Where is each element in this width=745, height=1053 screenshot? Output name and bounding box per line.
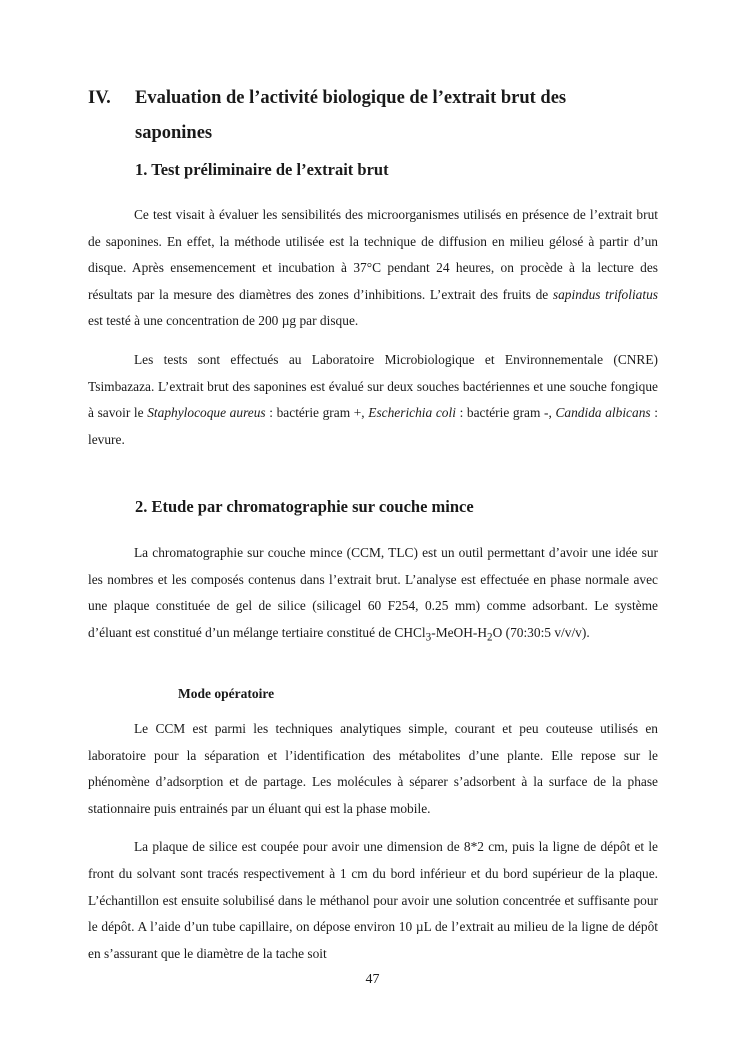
paragraph-test-description: Ce test visait à évaluer les sensibilités des microorganismes utilisés en présence de l’extrait brut de saponines. En effet, la méthode utilisée est la technique de diffusion en milieu gélosé à partir d’un disque. Après ensemencement et incubation à 37°C pendant 24 heures, on procède à la lecture des résultats par la mesure des diamètres des zones d’inhibitions. L’extrait des fruits de sapindus trifoliatus est testé à une concentration de 200 µg par disque. xyxy=(88,207,658,329)
paragraph-ccm-principle: Le CCM est parmi les techniques analytiques simple, courant et peu couteuse utilisés en laboratoire pour la séparation et l’identification des métabolites d’une plante. Elle repose sur le phénomène d’adsorption et de partage. Les molécules à séparer s’adsorbent à la surface de la phase stationnaire puis entrainés par un éluant qui est la phase mobile. xyxy=(88,721,658,816)
paragraph-ccm-intro: La chromatographie sur couche mince (CCM, TLC) est un outil permettant d’avoir une idée sur les nombres et les composés contenus dans l’extrait brut. L’analyse est effectuée en phase normale avec une plaque constituée de gel de silice (silicagel 60 F254, 0.25 mm) comme adsorbant. Le système d’éluant est constitué d’un mélange tertiaire constitué de $CHCl_3-MeOH-H_2O$ (70:30:5 v/v/v). xyxy=(88,545,658,644)
subsection-2-body xyxy=(88,540,658,651)
section-title-line1: Evaluation de l’activité biologique de l’extrait brut des xyxy=(135,88,567,108)
document-page: IV. Evaluation de l’activité biologique de l’extrait brut des saponines 1. Test préliminaire de l’extrait brut Ce test visait à évaluer les sensibilités des microorganismes utilisés en présence de l’extrait brut de saponines. En effet, la méthode utilisée est la technique de diffusion en milieu gélosé à partir d’un disque. Après ensemencement et incubation à 37°C pendant 24 heures, on procède à la lecture des résultats par la mesure des diamètres des zones d’inhibitions. L’extrait des fruits de sapindus trifoliatus est testé à une concentration de 200 µg par disque. Les tests sont effectués au Laboratoire Microbiologique et Environnementale (CNRE) Tsimbazaza. L’extrait brut des saponines est évalué sur deux souches bactériennes et une souche fongique à savoir le Staphylocoque aureus : bactérie gram +, Escherichia coli : bactérie gram -, Candida albicans : levure. 2. Etude par chromatographie sur couche mince La chromatographie sur couche mince (CCM, TLC) est un outil permettant d’avoir une idée sur les nombres et les composés contenus dans l’extrait brut. L’analyse est effectuée en phase normale avec une plaque constituée de gel de silice (silicagel 60 F254, 0.25 mm) comme adsorbant. Le système d’éluant est constitué d’un mélange tertiaire constitué de $CHCl_3-MeOH-H_2O$ (70:30:5 v/v/v). Mode opératoire Le CCM est parmi les techniques analytiques simple, courant et peu couteuse utilisés en laboratoire pour la séparation et l’identification des métabolites d’une plante. Elle repose sur le phénomène d’adsorption et de partage. Les molécules à séparer s’adsorbent à la surface de la phase stationnaire puis entrainés par un éluant qui est la phase mobile. La plaque de silice est coupée pour avoir une dimension de 8*2 cm, puis la ligne de dépôt et le front du solvant sont tracés respectivement à 1 cm du bord inférieur et du bord supérieur de la plaque. L’échantillon est ensuite solubilisé dans le méthanol pour avoir une solution concentrée et suffisante pour le dépôt. A l’aide d’un tube capillaire, on dépose environ 10 µL de l’extrait au milieu de la ligne de dépôt en s’assurant que le diamètre de la tache soit 47 xyxy=(0,0,745,1053)
paragraph-ccm-procedure: La plaque de silice est coupée pour avoir une dimension de 8*2 cm, puis la ligne de dépôt et le front du solvant sont tracés respectivement à 1 cm du bord inférieur et du bord supérieur de la plaque. L’échantillon est ensuite solubilisé dans le méthanol pour avoir une solution concentrée et suffisante pour le dépôt. A l’aide d’un tube capillaire, on dépose environ 10 µL de l’extrait au milieu de la ligne de dépôt en s’assurant que le diamètre de la tache soit xyxy=(88,839,658,961)
paragraph-strains: Les tests sont effectués au Laboratoire Microbiologique et Environnementale (CNRE) Tsimbazaza. L’extrait brut des saponines est évalué sur deux souches bactériennes et une souche fongique à savoir le Staphylocoque aureus : bactérie gram +, Escherichia coli : bactérie gram -, Candida albicans : levure. xyxy=(88,351,658,447)
subsection-1-body xyxy=(88,202,658,453)
page-number: 47 xyxy=(365,972,380,987)
mode-operatoire-heading: Mode opératoire xyxy=(178,686,275,701)
subsection-2-heading: 2. Etude par chromatographie sur couche mince xyxy=(135,497,474,516)
section-title-line2: saponines xyxy=(135,123,213,143)
subsection-1-heading: 1. Test préliminaire de l’extrait brut xyxy=(135,160,389,179)
mode-operatoire-body xyxy=(88,716,658,967)
